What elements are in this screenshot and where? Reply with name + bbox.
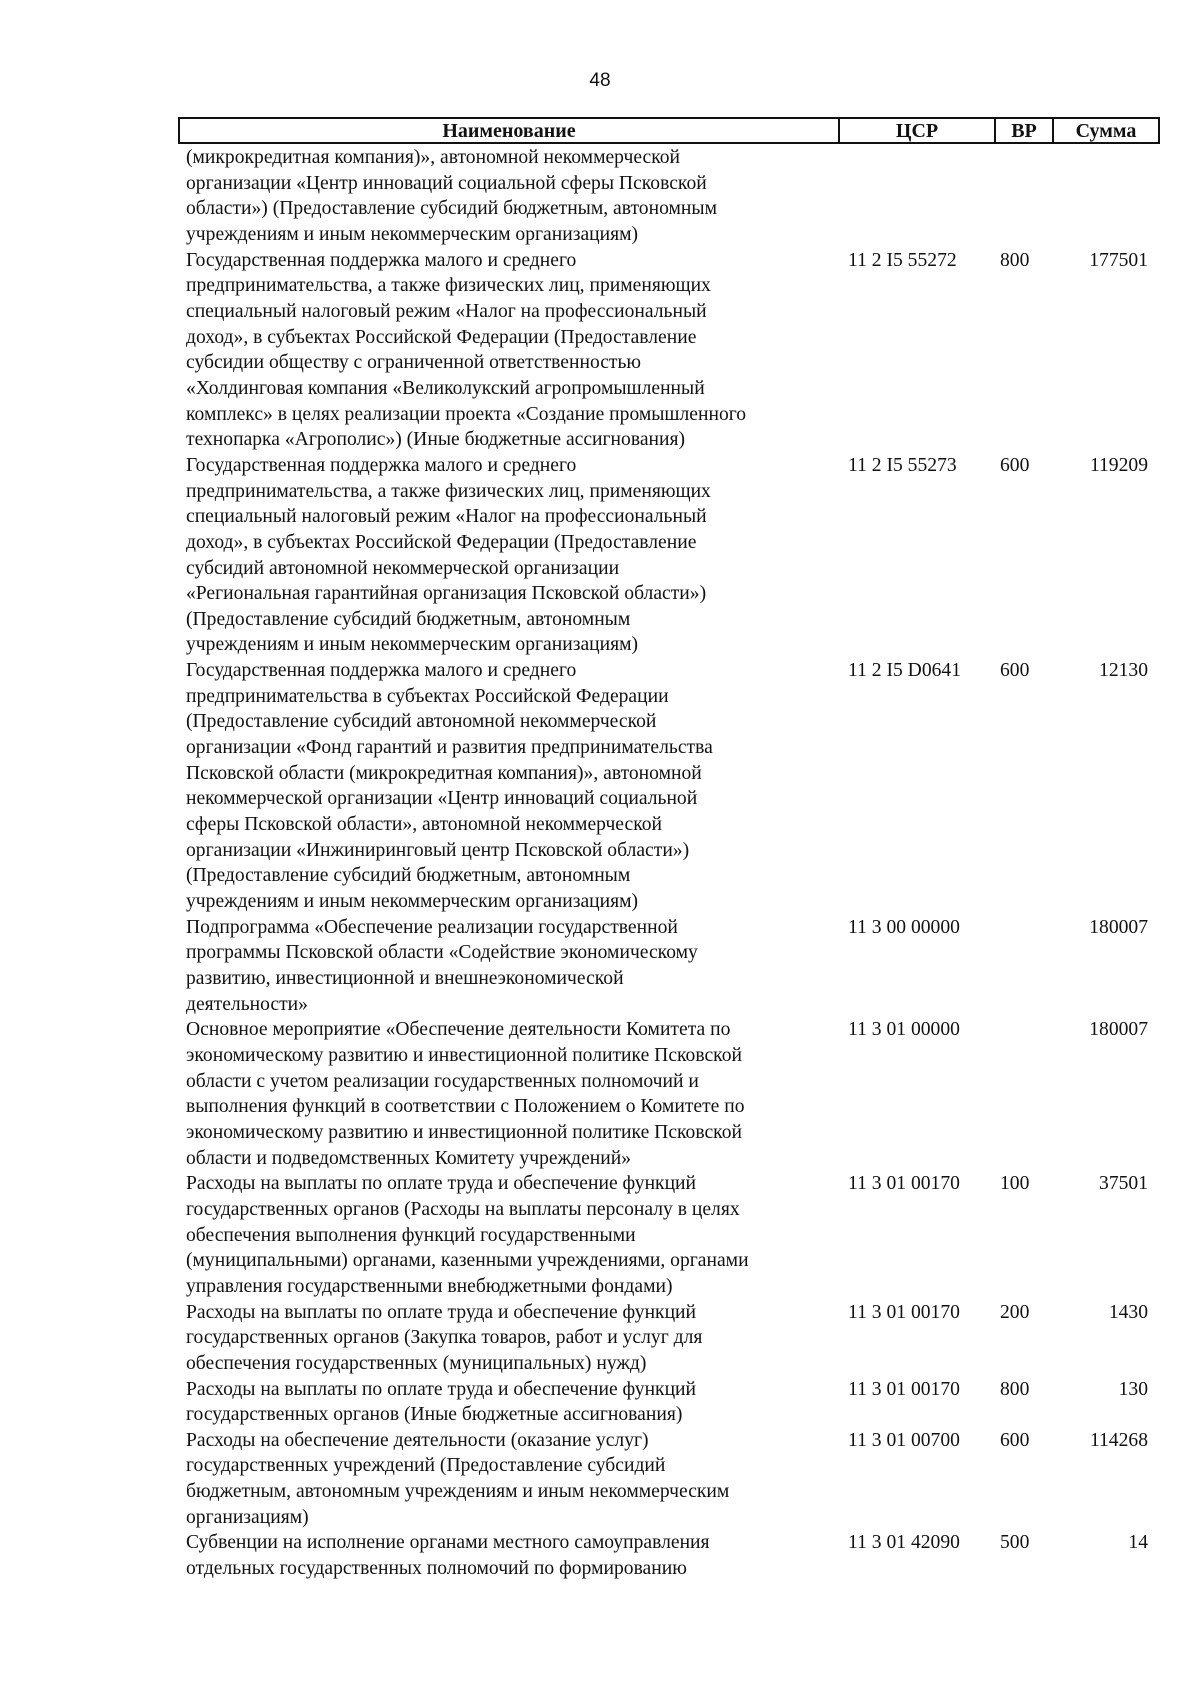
row-name-line: предпринимательства, а также физических лиц, применяющих [186, 275, 711, 297]
row-name [186, 1017, 836, 1171]
row-name-line: области с учетом реализации государственных полномочий и [186, 1070, 699, 1092]
table-row [0, 1171, 1200, 1299]
row-sum: 114268 [1089, 1429, 1148, 1451]
row-name-line: (микрокредитная компания)», автономной некоммерческой [186, 147, 681, 168]
row-csr: 11 3 01 00170 [848, 1378, 960, 1400]
row-sum: 14 [1128, 1532, 1148, 1554]
row-name-line: организации «Центр инноваций социальной сферы Псковской [186, 172, 707, 194]
row-name-line: некоммерческой организации «Центр инноваций социальной [186, 788, 698, 810]
table-row [0, 1530, 1200, 1581]
row-name-line: Расходы на выплаты по оплате труда и обеспечение функций [186, 1173, 697, 1195]
row-vr: 600 [1000, 1429, 1030, 1451]
row-name-line: экономическому развитию и инвестиционной политике Псковской [186, 1121, 742, 1143]
row-name-line: Псковской области (микрокредитная компания)», автономной [186, 762, 702, 784]
row-name-line: Субвенции на исполнение органами местного самоуправления [186, 1532, 710, 1554]
row-name-line: Расходы на выплаты по оплате труда и обеспечение функций [186, 1301, 697, 1323]
row-name-line: выполнения функций в соответствии с Положением о Комитете по [186, 1096, 745, 1118]
row-name-line: специальный налоговый режим «Налог на профессиональный [186, 300, 707, 322]
row-csr: 11 3 01 00170 [848, 1173, 960, 1195]
row-name-line: учреждениям и иным некоммерческим организациям) [186, 223, 639, 245]
row-name-line: обеспечения государственных (муниципальных) нужд) [186, 1352, 647, 1374]
row-name-line: (Предоставление субсидий автономной некоммерческой [186, 711, 657, 733]
row-name-line: Подпрограмма «Обеспечение реализации государственной [186, 916, 678, 938]
row-sum: 119209 [1089, 454, 1148, 476]
row-name-line: доход», в субъектах Российской Федерации (Предоставление [186, 326, 697, 348]
row-sum: 180007 [1089, 1019, 1148, 1041]
row-name-line: Государственная поддержка малого и среднего [186, 660, 577, 682]
row-name-line: отдельных государственных полномочий по формированию [186, 1558, 687, 1580]
row-vr: 500 [1000, 1532, 1030, 1554]
row-name-line: организации «Инжиниринговый центр Псковской области») [186, 839, 690, 861]
row-name [186, 1530, 836, 1581]
row-name-line: субсидий автономной некоммерческой организации [186, 557, 620, 579]
row-vr: 100 [1000, 1173, 1030, 1195]
row-name-line: государственных органов (Иные бюджетные ассигнования) [186, 1404, 683, 1426]
row-name-line: комплекс» в целях реализации проекта «Создание промышленного [186, 403, 747, 425]
row-name-line: технопарка «Агрополис») (Иные бюджетные ассигнования) [186, 429, 686, 451]
row-name-line: обеспечения выполнения функций государственными [186, 1224, 636, 1246]
row-csr: 11 3 01 00700 [848, 1429, 960, 1451]
row-name-line: (Предоставление субсидий бюджетным, автономным [186, 608, 631, 630]
row-name-line: организации «Фонд гарантий и развития предпринимательства [186, 737, 713, 759]
row-name-line: «Региональная гарантийная организация Псковской области») [186, 583, 707, 605]
row-name-line: учреждениям и иным некоммерческим организациям) [186, 891, 639, 913]
header-sum: Сумма [1052, 119, 1158, 142]
row-name-line: программы Псковской области «Содействие экономическому [186, 942, 698, 964]
row-name [186, 1171, 836, 1299]
header-csr: ЦСР [838, 119, 994, 142]
row-csr: 11 2 I5 55272 [848, 249, 957, 271]
table-row [0, 1017, 1200, 1171]
row-name [186, 453, 836, 658]
row-sum: 130 [1118, 1378, 1148, 1400]
row-name-line: предпринимательства в субъектах Российской Федерации [186, 685, 669, 707]
row-sum: 37501 [1099, 1173, 1148, 1195]
row-name-line: Расходы на обеспечение деятельности (оказание услуг) [186, 1429, 649, 1451]
table-row [0, 145, 1200, 248]
row-sum: 177501 [1089, 249, 1148, 271]
row-name-line: Государственная поддержка малого и среднего [186, 249, 577, 271]
row-csr: 11 3 01 00170 [848, 1301, 960, 1323]
row-name-line: Расходы на выплаты по оплате труда и обеспечение функций [186, 1378, 697, 1400]
row-name [186, 145, 836, 248]
row-name [186, 915, 836, 1018]
row-vr: 800 [1000, 1378, 1030, 1400]
table-row [0, 915, 1200, 1018]
header-name: Наименование [442, 119, 576, 142]
row-name [186, 1377, 836, 1428]
row-name-line: Государственная поддержка малого и среднего [186, 454, 577, 476]
row-name [186, 1428, 836, 1531]
row-name-line: (Предоставление субсидий бюджетным, автономным [186, 865, 631, 887]
row-csr: 11 3 01 00000 [848, 1019, 960, 1041]
row-csr: 11 3 00 00000 [848, 916, 960, 938]
row-vr: 600 [1000, 660, 1030, 682]
page-number: 48 [589, 70, 611, 91]
row-name-line: государственных учреждений (Предоставление субсидий [186, 1455, 666, 1477]
row-name [186, 248, 836, 453]
row-csr: 11 3 01 42090 [848, 1532, 960, 1554]
row-name-line: бюджетным, автономным учреждениям и иным некоммерческим [186, 1481, 730, 1503]
row-vr: 600 [1000, 454, 1030, 476]
row-name [186, 1300, 836, 1377]
row-name [186, 658, 836, 915]
row-name-line: «Холдинговая компания «Великолукский агропромышленный [186, 377, 705, 399]
row-name-line: управления государственными внебюджетными фондами) [186, 1275, 673, 1297]
row-name-line: доход», в субъектах Российской Федерации (Предоставление [186, 531, 697, 553]
row-name-line: развитию, инвестиционной и внешнеэкономической [186, 968, 624, 989]
row-name-line: сферы Псковской области», автономной некоммерческой [186, 814, 662, 836]
row-csr: 11 2 I5 D0641 [848, 660, 962, 682]
row-name-line: Основное мероприятие «Обеспечение деятельности Комитета по [186, 1019, 731, 1041]
row-name-line: государственных органов (Расходы на выплаты персоналу в целях [186, 1198, 740, 1220]
row-sum: 1430 [1108, 1301, 1148, 1323]
table-row [0, 248, 1200, 453]
row-sum: 12130 [1099, 660, 1148, 682]
row-name-line: предпринимательства, а также физических лиц, применяющих [186, 480, 711, 502]
table-row [0, 1428, 1200, 1531]
table-row [0, 1377, 1200, 1428]
row-name-line: специальный налоговый режим «Налог на профессиональный [186, 506, 707, 528]
row-name-line: экономическому развитию и инвестиционной политике Псковской [186, 1044, 742, 1066]
table-row [0, 658, 1200, 915]
row-sum: 180007 [1089, 916, 1148, 938]
table-row [0, 1300, 1200, 1377]
row-name-line: (муниципальными) органами, казенными учреждениями, органами [186, 1250, 749, 1272]
row-name-line: государственных органов (Закупка товаров, работ и услуг для [186, 1327, 703, 1349]
row-name-line: области и подведомственных Комитету учреждений» [186, 1147, 632, 1169]
row-name-line: области») (Предоставление субсидий бюджетным, автономным [186, 198, 717, 220]
header-vr: ВР [994, 119, 1052, 142]
row-name-line: организациям) [186, 1506, 309, 1528]
table-header [178, 117, 1160, 144]
row-name-line: субсидии обществу с ограниченной ответственностью [186, 352, 642, 374]
row-vr: 800 [1000, 249, 1030, 271]
table-row [0, 453, 1200, 658]
table-body [0, 145, 1200, 1582]
row-name-line: учреждениям и иным некоммерческим организациям) [186, 634, 639, 656]
row-vr: 200 [1000, 1301, 1030, 1323]
row-name-line: деятельности» [186, 993, 308, 1015]
row-csr: 11 2 I5 55273 [848, 454, 957, 476]
